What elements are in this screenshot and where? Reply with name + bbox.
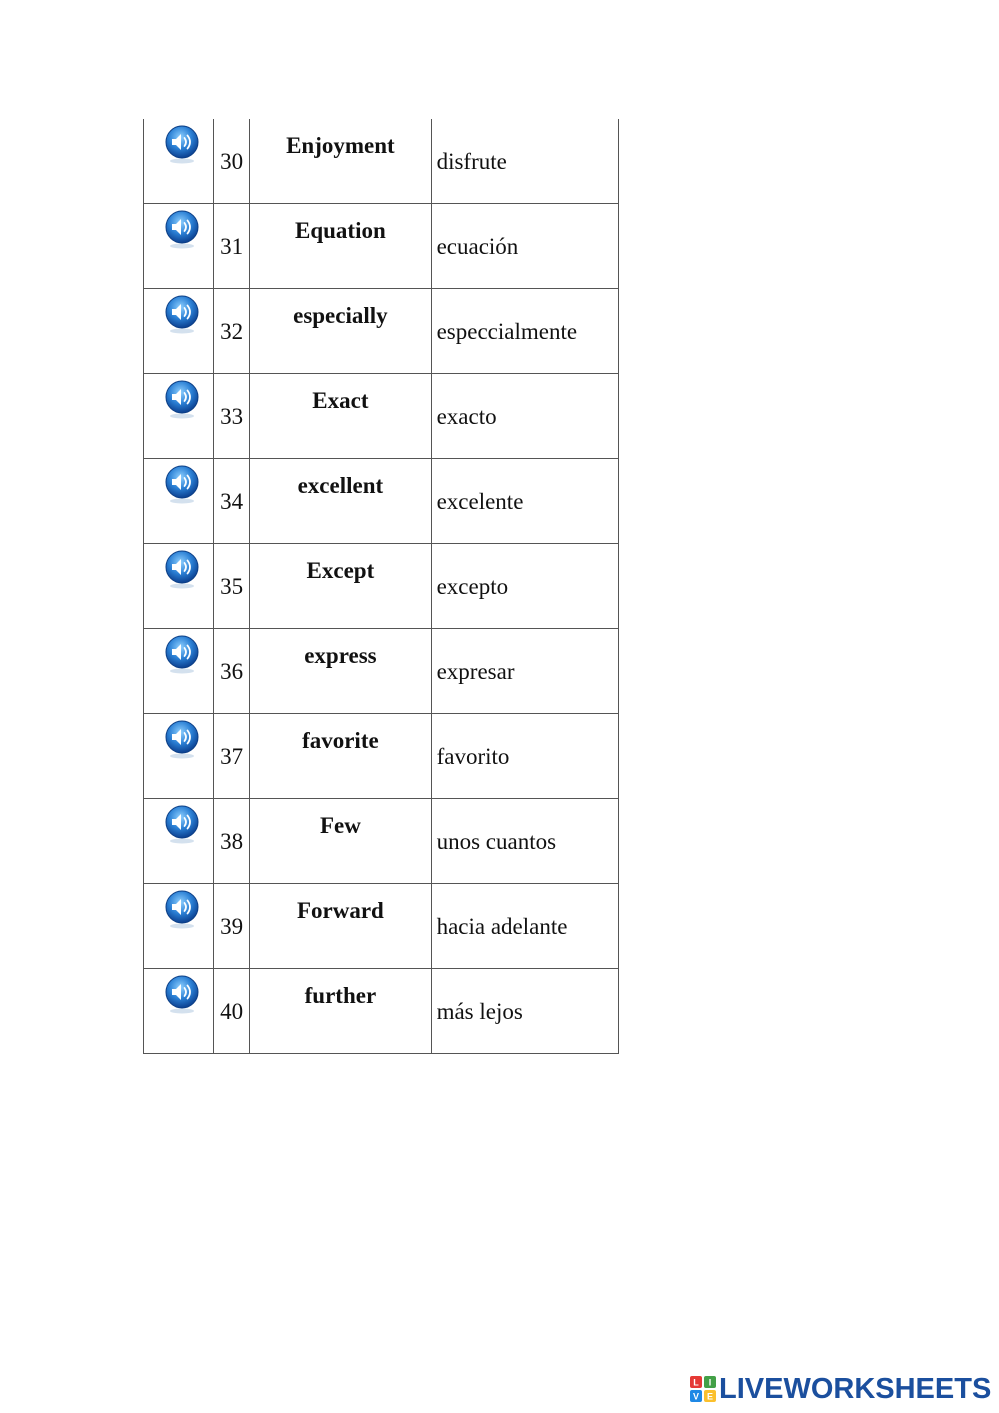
translation-cell — [431, 799, 618, 884]
word-cell — [250, 374, 431, 459]
audio-cell — [144, 629, 214, 714]
vocabulary-row — [144, 629, 619, 714]
svg-text:L: L — [693, 1377, 699, 1388]
vocabulary-row — [144, 459, 619, 544]
number-cell — [214, 289, 250, 374]
spanish-translation: favorito — [436, 744, 510, 769]
number-cell — [214, 884, 250, 969]
spanish-translation: disfrute — [436, 149, 507, 174]
liveworksheets-logo-icon — [690, 1376, 716, 1402]
english-word: especially — [293, 303, 388, 328]
number-cell — [214, 714, 250, 799]
vocabulary-row — [144, 119, 619, 204]
audio-cell — [144, 459, 214, 544]
vocabulary-row — [144, 714, 619, 799]
speaker-icon[interactable] — [165, 805, 199, 845]
translation-cell — [431, 374, 618, 459]
speaker-icon[interactable] — [165, 720, 199, 760]
english-word: further — [304, 983, 377, 1008]
speaker-icon[interactable] — [165, 380, 199, 420]
audio-cell — [144, 119, 214, 204]
vocabulary-row — [144, 544, 619, 629]
svg-text:V: V — [692, 1391, 700, 1402]
word-cell — [250, 119, 431, 204]
number-cell — [214, 119, 250, 204]
vocabulary-row — [144, 969, 619, 1054]
word-cell — [250, 714, 431, 799]
number-cell — [214, 969, 250, 1054]
vocabulary-row — [144, 289, 619, 374]
svg-text:E: E — [706, 1391, 714, 1402]
speaker-icon[interactable] — [165, 635, 199, 675]
word-cell — [250, 799, 431, 884]
audio-cell — [144, 714, 214, 799]
row-number: 34 — [220, 489, 244, 514]
spanish-translation: excepto — [436, 574, 509, 599]
row-number: 40 — [220, 999, 244, 1024]
number-cell — [214, 374, 250, 459]
spanish-translation: unos cuantos — [436, 829, 557, 854]
speaker-icon[interactable] — [165, 210, 199, 250]
translation-cell — [431, 459, 618, 544]
translation-cell — [431, 119, 618, 204]
number-cell — [214, 799, 250, 884]
row-number: 35 — [220, 574, 244, 599]
audio-cell — [144, 289, 214, 374]
vocabulary-table — [143, 119, 619, 1054]
speaker-icon[interactable] — [165, 890, 199, 930]
english-word: excellent — [297, 473, 384, 498]
word-cell — [250, 544, 431, 629]
brand-name: LIVEWORKSHEETS — [719, 1372, 992, 1405]
english-word: Except — [306, 558, 375, 583]
word-cell — [250, 884, 431, 969]
audio-cell — [144, 969, 214, 1054]
row-number: 36 — [220, 659, 244, 684]
english-word: Forward — [296, 898, 384, 923]
spanish-translation: hacia adelante — [436, 914, 568, 939]
english-word: Enjoyment — [286, 133, 395, 158]
word-cell — [250, 459, 431, 544]
translation-cell — [431, 969, 618, 1054]
vocabulary-table-body — [144, 119, 619, 1054]
audio-cell — [144, 204, 214, 289]
word-cell — [250, 204, 431, 289]
audio-cell — [144, 374, 214, 459]
word-cell — [250, 629, 431, 714]
word-cell — [250, 289, 431, 374]
number-cell — [214, 204, 250, 289]
number-cell — [214, 459, 250, 544]
word-cell — [250, 969, 431, 1054]
liveworksheets-brand — [690, 1373, 991, 1405]
row-number: 39 — [220, 914, 244, 939]
row-number: 31 — [220, 234, 244, 259]
row-number: 33 — [220, 404, 244, 429]
row-number: 37 — [220, 744, 244, 769]
audio-cell — [144, 799, 214, 884]
speaker-icon[interactable] — [165, 550, 199, 590]
spanish-translation: excelente — [436, 489, 524, 514]
english-word: Equation — [295, 218, 386, 243]
english-word: Few — [319, 813, 361, 838]
number-cell — [214, 544, 250, 629]
vocabulary-row — [144, 884, 619, 969]
speaker-icon[interactable] — [165, 975, 199, 1015]
vocabulary-row — [144, 204, 619, 289]
speaker-icon[interactable] — [165, 295, 199, 335]
english-word: favorite — [302, 728, 379, 753]
row-number: 30 — [220, 149, 244, 174]
spanish-translation: especcialmente — [436, 319, 578, 344]
speaker-icon[interactable] — [165, 465, 199, 505]
vocabulary-row — [144, 374, 619, 459]
translation-cell — [431, 714, 618, 799]
row-number: 32 — [220, 319, 244, 344]
translation-cell — [431, 544, 618, 629]
english-word: Exact — [312, 388, 369, 413]
english-word: express — [304, 643, 377, 668]
translation-cell — [431, 884, 618, 969]
spanish-translation: exacto — [436, 404, 497, 429]
number-cell — [214, 629, 250, 714]
speaker-icon[interactable] — [165, 125, 199, 165]
spanish-translation: ecuación — [436, 234, 519, 259]
row-number: 38 — [220, 829, 244, 854]
audio-cell — [144, 544, 214, 629]
translation-cell — [431, 204, 618, 289]
svg-text:I: I — [708, 1377, 712, 1388]
translation-cell — [431, 289, 618, 374]
translation-cell — [431, 629, 618, 714]
vocabulary-row — [144, 799, 619, 884]
spanish-translation: más lejos — [436, 999, 523, 1024]
audio-cell — [144, 884, 214, 969]
spanish-translation: expresar — [436, 659, 515, 684]
